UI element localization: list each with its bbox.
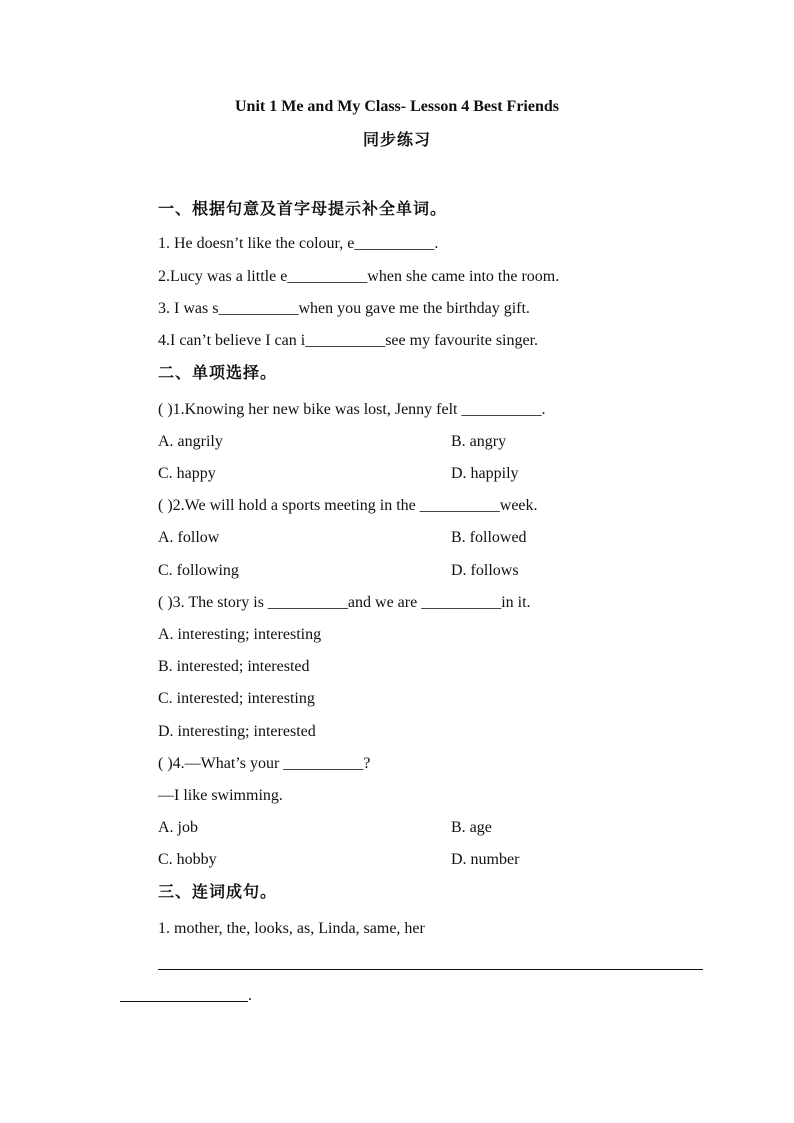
section1-item-4: 4.I can’t believe I can i__________see my favourite singer.	[158, 332, 539, 349]
q2-option-d: D. follows	[451, 562, 519, 579]
section2-heading: 二、单项选择。	[158, 365, 278, 382]
section1-item-3: 3. I was s__________when you gave me the birthday gift.	[158, 300, 530, 317]
section3-item-1: 1. mother, the, looks, as, Linda, same, her	[158, 920, 425, 937]
q1-option-d: D. happily	[451, 465, 519, 482]
q2-option-a: A. follow	[158, 529, 220, 546]
q1-option-a: A. angrily	[158, 433, 223, 450]
q4-option-c: C. hobby	[158, 851, 217, 868]
section1-item-1: 1. He doesn’t like the colour, e__________.	[158, 235, 439, 252]
q1-stem: ( )1.Knowing her new bike was lost, Jenny felt __________.	[158, 401, 546, 418]
q2-option-b: B. followed	[451, 529, 527, 546]
section3-heading: 三、连词成句。	[158, 884, 278, 901]
section1-heading: 一、根据句意及首字母提示补全单词。	[158, 201, 448, 218]
page-subtitle: 同步练习	[362, 132, 431, 149]
q3-stem: ( )3. The story is __________and we are __________in it.	[158, 594, 531, 611]
q4-reply: —I like swimming.	[158, 787, 283, 804]
q3-option-c: C. interested; interesting	[158, 690, 315, 707]
q4-option-a: A. job	[158, 819, 198, 836]
section1-item-2: 2.Lucy was a little e__________when she came into the room.	[158, 268, 560, 285]
q3-option-a: A. interesting; interesting	[158, 626, 322, 643]
q4-option-d: D. number	[451, 851, 520, 868]
answer-end-mark: .	[248, 987, 252, 1004]
q2-option-c: C. following	[158, 562, 239, 579]
q4-stem: ( )4.—What’s your __________?	[158, 755, 371, 772]
answer-line-continued	[120, 1001, 248, 1002]
q1-option-c: C. happy	[158, 465, 216, 482]
q3-option-d: D. interesting; interested	[158, 723, 316, 740]
answer-line	[158, 969, 703, 970]
page-title: Unit 1 Me and My Class- Lesson 4 Best Friends	[234, 98, 559, 115]
q1-option-b: B. angry	[451, 433, 507, 450]
q2-stem: ( )2.We will hold a sports meeting in the __________week.	[158, 497, 538, 514]
q4-option-b: B. age	[451, 819, 492, 836]
q3-option-b: B. interested; interested	[158, 658, 310, 675]
